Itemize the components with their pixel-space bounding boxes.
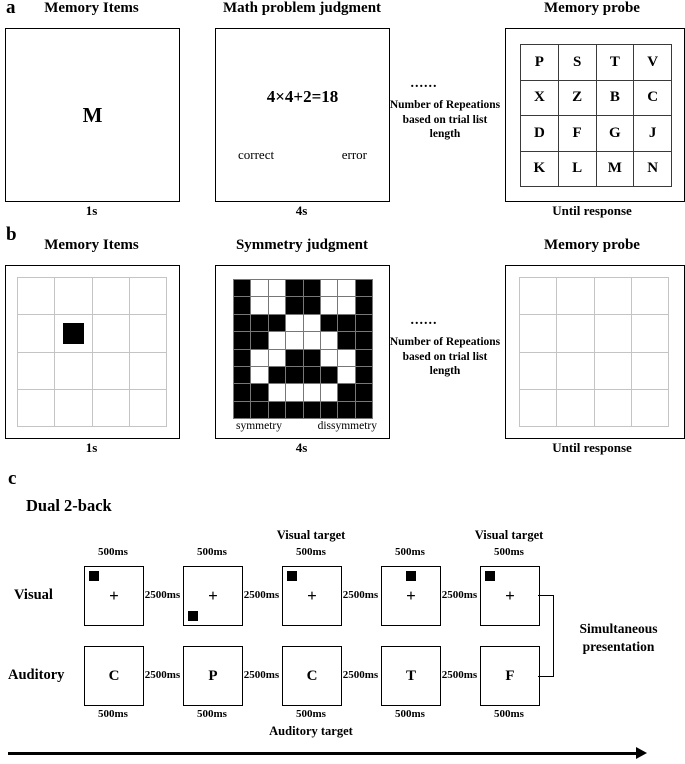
pattern-cell [234,332,250,348]
auditory-stimulus-letter: F [505,667,515,684]
grid-cell [557,315,593,351]
panel-a-math-box [215,28,390,202]
probe-letter-cell: P [521,45,558,80]
grid-cell [595,390,631,426]
panel-b-repetition-note: Number of Repeations based on trial list length [389,336,501,378]
pattern-cell [286,367,302,383]
pattern-cell [338,315,354,331]
pattern-cell [338,332,354,348]
probe-letter-cell: J [634,116,671,151]
pattern-cell [304,315,320,331]
probe-letter-cell: B [597,81,634,116]
memory-grid [17,277,167,427]
simultaneous-presentation-label: Simultaneous presentation [579,621,658,654]
probe-grid [519,277,669,427]
grid-cell [93,278,129,314]
pattern-cell [356,280,372,296]
grid-cell [130,390,166,426]
visual-isi-duration: 2500ms [243,589,280,601]
pattern-cell [251,367,267,383]
memory-square [63,323,85,345]
probe-letter-cell: N [634,152,671,187]
pattern-cell [321,367,337,383]
pattern-cell [338,350,354,366]
panel-b-memory-probe-header: Memory probe [544,237,640,253]
pattern-cell [251,350,267,366]
grid-cell [93,315,129,351]
grid-cell [18,353,54,389]
panel-a-memory-item-box [5,28,180,202]
pattern-cell [234,280,250,296]
grid-cell [18,315,54,351]
symmetry-pattern [233,279,373,419]
auditory-stimulus-box [183,646,243,706]
pattern-cell [356,350,372,366]
pattern-cell [269,315,285,331]
pattern-cell [338,280,354,296]
pattern-cell [338,384,354,400]
pattern-cell [304,350,320,366]
grid-cell [557,353,593,389]
visual-stimulus-square [287,571,297,581]
pattern-cell [251,402,267,418]
fixation-cross: + [505,586,515,605]
grid-cell [18,390,54,426]
pattern-cell [269,402,285,418]
probe-letter-cell: L [559,152,596,187]
grid-cell [632,390,668,426]
panel-b-duration-4s: 4s [295,440,308,455]
pattern-cell [356,315,372,331]
pattern-cell [251,297,267,313]
visual-stimulus-box [84,566,144,626]
auditory-stimulus-box [282,646,342,706]
fixation-cross: + [307,586,317,605]
grid-cell [93,353,129,389]
auditory-stimulus-box [381,646,441,706]
visual-target-label: Visual target [276,528,346,542]
pattern-cell [304,280,320,296]
pattern-cell [321,350,337,366]
visual-stim-duration: 500ms [197,546,227,558]
grid-cell [595,278,631,314]
pattern-cell [338,367,354,383]
pattern-cell [269,384,285,400]
visual-stimulus-square [485,571,495,581]
grid-cell [632,353,668,389]
grid-cell [55,278,91,314]
probe-letter-cell: S [559,45,596,80]
error-option: error [341,147,367,162]
auditory-stim-duration: 500ms [98,708,128,720]
pattern-cell [304,297,320,313]
auditory-stimulus-letter: P [208,667,218,684]
probe-letter-grid [520,44,672,187]
grid-cell [557,278,593,314]
visual-stim-duration: 500ms [395,546,425,558]
grid-cell [130,278,166,314]
grid-cell [18,278,54,314]
pattern-cell [356,297,372,313]
panel-a-label: a [6,0,16,18]
grid-cell [130,315,166,351]
auditory-stimulus-letter: T [405,667,416,684]
pattern-cell [356,402,372,418]
grid-cell [520,353,556,389]
dissymmetry-option: dissymmetry [317,420,377,432]
pattern-cell [338,402,354,418]
pattern-cell [304,402,320,418]
visual-isi-duration: 2500ms [441,589,478,601]
visual-stimulus-box [282,566,342,626]
timeline-arrow-line [8,752,638,755]
grid-cell [595,315,631,351]
panel-b-memory-items-header: Memory Items [44,237,139,253]
pattern-cell [286,402,302,418]
panel-a-duration-4s: 4s [295,203,308,218]
panel-b-symmetry-judgment-header: Symmetry judgment [235,237,369,253]
panel-a-memory-probe-box [505,28,685,202]
visual-stim-duration: 500ms [296,546,326,558]
memory-item-letter: M [82,102,103,127]
panel-a-repetition-note: Number of Repeations based on trial list length [389,99,501,141]
probe-letter-cell: X [521,81,558,116]
grid-cell [55,315,91,351]
pattern-cell [286,350,302,366]
pattern-cell [234,315,250,331]
pattern-cell [286,315,302,331]
grid-cell [55,390,91,426]
grid-cell [557,390,593,426]
auditory-stimulus-letter: C [306,667,318,684]
pattern-cell [234,350,250,366]
auditory-isi-duration: 2500ms [144,669,181,681]
pattern-cell [234,367,250,383]
auditory-isi-duration: 2500ms [441,669,478,681]
auditory-target-label: Auditory target [269,724,353,738]
probe-letter-cell: K [521,152,558,187]
panel-a-duration-1s: 1s [85,203,98,218]
auditory-stim-duration: 500ms [494,708,524,720]
pattern-cell [356,384,372,400]
panel-a-ellipsis: ...... [410,76,438,91]
grid-cell [632,315,668,351]
pattern-cell [338,297,354,313]
pattern-cell [251,332,267,348]
auditory-stim-duration: 500ms [296,708,326,720]
pattern-cell [269,367,285,383]
panel-a-memory-probe-header: Memory probe [544,0,640,16]
probe-letter-cell: M [597,152,634,187]
probe-letter-cell: V [634,45,671,80]
visual-stimulus-square [406,571,416,581]
pattern-cell [356,367,372,383]
visual-isi-duration: 2500ms [342,589,379,601]
pattern-cell [356,332,372,348]
dual-2back-title: Dual 2-back [26,496,112,515]
grid-cell [632,278,668,314]
grid-cell [520,278,556,314]
grid-cell [595,353,631,389]
grid-cell [93,390,129,426]
correct-option: correct [238,147,275,162]
panel-a-math-judgment-header: Math problem judgment [222,0,382,16]
panel-b-label: b [6,224,17,245]
pattern-cell [234,297,250,313]
probe-letter-cell: G [597,116,634,151]
pattern-cell [321,384,337,400]
panel-a-memory-items-header: Memory Items [44,0,139,16]
probe-letter-cell: D [521,116,558,151]
auditory-row-label: Auditory [8,667,65,683]
auditory-stimulus-box [84,646,144,706]
pattern-cell [304,332,320,348]
pattern-cell [251,280,267,296]
visual-stimulus-square [188,611,198,621]
visual-stimulus-box [183,566,243,626]
probe-letter-cell: Z [559,81,596,116]
pattern-cell [269,350,285,366]
auditory-stim-duration: 500ms [395,708,425,720]
visual-row-label: Visual [14,587,53,603]
fixation-cross: + [406,586,416,605]
pattern-cell [251,315,267,331]
panel-b-duration-until-response: Until response [552,440,632,455]
symmetry-option: symmetry [236,420,282,432]
pattern-cell [251,384,267,400]
pattern-cell [304,384,320,400]
auditory-stimulus-box [480,646,540,706]
visual-stimulus-box [480,566,540,626]
grid-cell [520,390,556,426]
panel-b-ellipsis: ...... [410,313,438,328]
probe-letter-cell: T [597,45,634,80]
pattern-cell [269,280,285,296]
visual-stim-duration: 500ms [98,546,128,558]
pattern-cell [269,297,285,313]
panel-c-label: c [8,468,17,489]
visual-stimulus-square [89,571,99,581]
grid-cell [55,353,91,389]
panel-b-memory-item-box [5,265,180,439]
pattern-cell [304,367,320,383]
auditory-isi-duration: 2500ms [342,669,379,681]
pattern-cell [321,280,337,296]
pattern-cell [286,280,302,296]
visual-target-label: Visual target [474,528,544,542]
visual-isi-duration: 2500ms [144,589,181,601]
pattern-cell [286,384,302,400]
probe-letter-cell: C [634,81,671,116]
timeline-arrowhead [636,747,647,759]
auditory-stimulus-letter: C [108,667,120,684]
pattern-cell [234,384,250,400]
pattern-cell [234,402,250,418]
grid-cell [130,353,166,389]
visual-stim-duration: 500ms [494,546,524,558]
math-equation: 4×4+2=18 [266,87,339,106]
panel-b-duration-1s: 1s [85,440,98,455]
pattern-cell [321,315,337,331]
pattern-cell [286,297,302,313]
fixation-cross: + [208,586,218,605]
fixation-cross: + [109,586,119,605]
pattern-cell [321,297,337,313]
auditory-stim-duration: 500ms [197,708,227,720]
panel-a-duration-until-response: Until response [552,203,632,218]
probe-letter-cell: F [559,116,596,151]
pattern-cell [321,332,337,348]
auditory-isi-duration: 2500ms [243,669,280,681]
pattern-cell [269,332,285,348]
panel-b-symmetry-box [215,265,390,439]
pattern-cell [286,332,302,348]
pattern-cell [321,402,337,418]
grid-cell [520,315,556,351]
visual-stimulus-box [381,566,441,626]
panel-b-memory-probe-box [505,265,685,439]
